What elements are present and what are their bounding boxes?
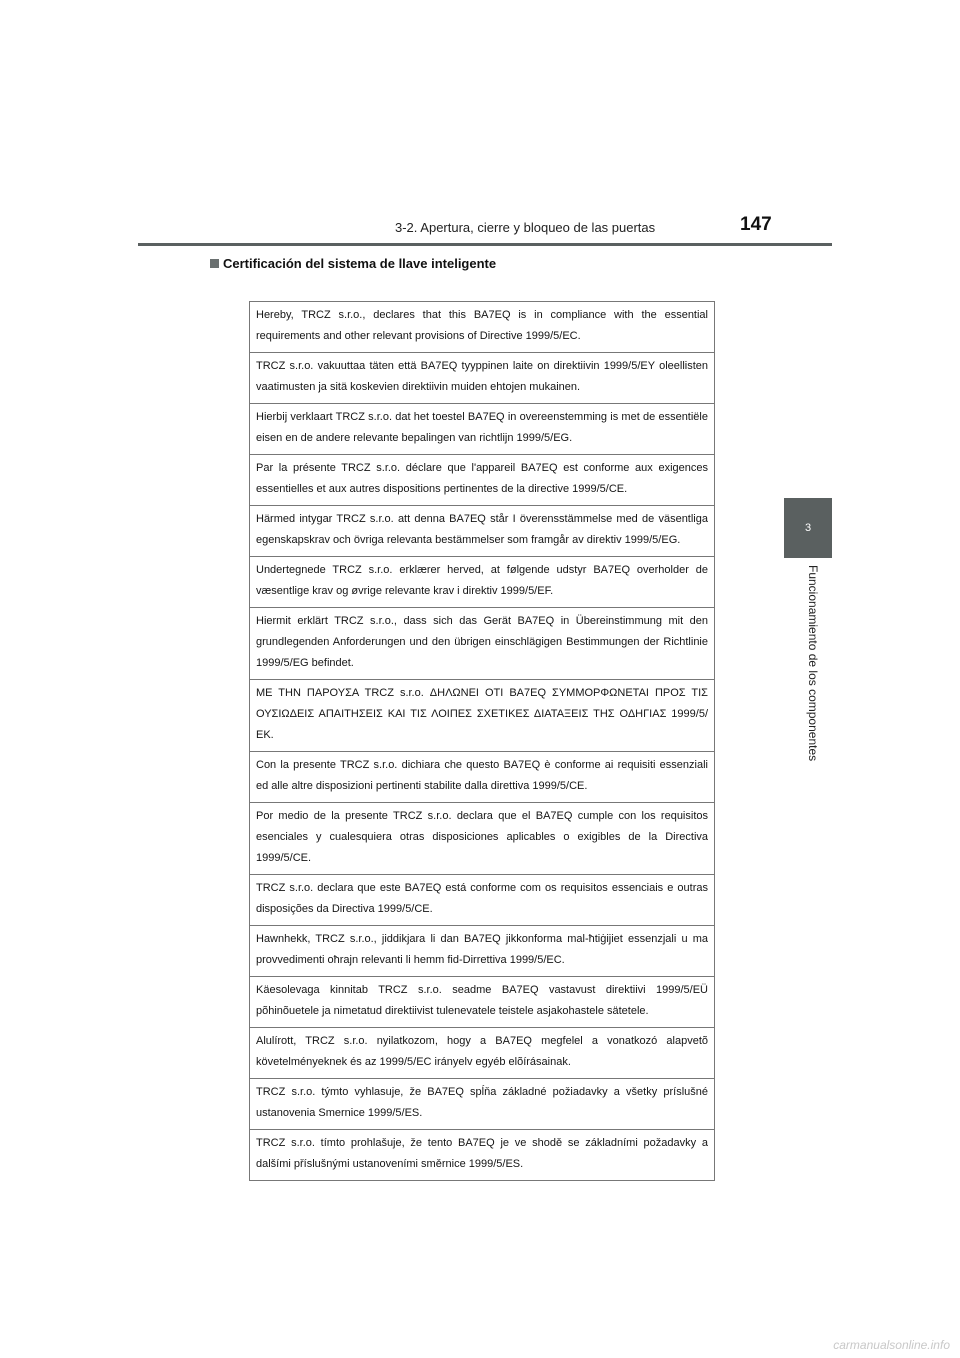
table-row bbox=[250, 803, 715, 875]
declaration-german: Hiermit erklärt TRCZ s.r.o., dass sich das Gerät BA7EQ in Übereinstimmung mit den grundlegenden Anforderungen und den übrigen einschlägigen Bestimmungen der Richtlinie 1999/5/EG befindet. bbox=[250, 608, 715, 680]
declaration-english: Hereby, TRCZ s.r.o., declares that this BA7EQ is in compliance with the essential requirements and other relevant provisions of Directive 1999/5/EC. bbox=[250, 302, 715, 353]
declaration-french: Par la présente TRCZ s.r.o. déclare que l'appareil BA7EQ est conforme aux exigences essentielles et aux autres dispositions pertinentes de la directive 1999/5/CE. bbox=[250, 455, 715, 506]
table-row bbox=[250, 926, 715, 977]
square-bullet-icon bbox=[210, 259, 219, 268]
declaration-dutch: Hierbij verklaart TRCZ s.r.o. dat het toestel BA7EQ in overeenstemming is met de essentiële eisen en de andere relevante bepalingen van richtlijn 1999/5/EG. bbox=[250, 404, 715, 455]
table-row bbox=[250, 752, 715, 803]
declaration-hungarian: Alulírott, TRCZ s.r.o. nyilatkozom, hogy a BA7EQ megfelel a vonatkozó alapvetõ követelményeknek és az 1999/5/EC irányelv egyéb elõírásainak. bbox=[250, 1028, 715, 1079]
declaration-greek: ΜΕ ΤΗΝ ΠΑΡΟΥΣΑ TRCZ s.r.o. ΔΗΛΩΝΕΙ ΟΤΙ BA7EQ ΣΥΜΜΟΡΦΩΝΕΤΑΙ ΠΡΟΣ ΤΙΣ ΟΥΣΙΩΔΕΙΣ ΑΠΑΙΤΗΣΕΙΣ ΚΑΙ ΤΙΣ ΛΟΙΠΕΣ ΣΧΕΤΙΚΕΣ ΔΙΑΤΑΞΕΙΣ ΤΗΣ ΟΔΗΓΙΑΣ 1999/5/ΕΚ. bbox=[250, 680, 715, 752]
table-row bbox=[250, 302, 715, 353]
page-number: 147 bbox=[740, 214, 772, 235]
declaration-swedish: Härmed intygar TRCZ s.r.o. att denna BA7EQ står I överensstämmelse med de väsentliga egenskapskrav och övriga relevanta bestämmelser som framgår av direktiv 1999/5/EG. bbox=[250, 506, 715, 557]
watermark: carmanualsonline.info bbox=[833, 1338, 950, 1352]
table-row bbox=[250, 506, 715, 557]
table-row bbox=[250, 1130, 715, 1181]
table-row bbox=[250, 875, 715, 926]
table-row bbox=[250, 353, 715, 404]
declaration-maltese: Hawnhekk, TRCZ s.r.o., jiddikjara li dan BA7EQ jikkonforma mal-ħtiġijiet essenzjali u ma provvedimenti oħrajn relevanti li hemm fid-Dirrettiva 1999/5/EC. bbox=[250, 926, 715, 977]
table-row bbox=[250, 1079, 715, 1130]
chapter-tab-label: Funcionamiento de los componentes bbox=[806, 565, 820, 762]
declaration-estonian: Käesolevaga kinnitab TRCZ s.r.o. seadme BA7EQ vastavust direktiivi 1999/5/EÜ põhinõuetele ja nimetatud direktiivist tulenevatele teistele asjakohastele sätetele. bbox=[250, 977, 715, 1028]
declaration-slovak: TRCZ s.r.o. týmto vyhlasuje, že BA7EQ spĺňa základné požiadavky a všetky príslušné ustanovenia Smernice 1999/5/ES. bbox=[250, 1079, 715, 1130]
table-row bbox=[250, 455, 715, 506]
table-row bbox=[250, 680, 715, 752]
declaration-czech: TRCZ s.r.o. tímto prohlašuje, že tento BA7EQ je ve shodě se základními požadavky a dalšími příslušnými ustanoveními směrnice 1999/5/ES. bbox=[250, 1130, 715, 1181]
table-row bbox=[250, 557, 715, 608]
declaration-italian: Con la presente TRCZ s.r.o. dichiara che questo BA7EQ è conforme ai requisiti essenziali ed alle altre disposizioni pertinenti stabilite dalla direttiva 1999/5/CE. bbox=[250, 752, 715, 803]
table-row bbox=[250, 404, 715, 455]
declaration-portuguese: TRCZ s.r.o. declara que este BA7EQ está conforme com os requisitos essenciais e outras disposições da Directiva 1999/5/CE. bbox=[250, 875, 715, 926]
header-divider bbox=[138, 243, 832, 246]
table-row bbox=[250, 977, 715, 1028]
section-heading bbox=[210, 256, 496, 271]
declaration-spanish: Por medio de la presente TRCZ s.r.o. declara que el BA7EQ cumple con los requisitos esenciales y cualesquiera otras disposiciones aplicables o exigibles de la Directiva 1999/5/CE. bbox=[250, 803, 715, 875]
declaration-finnish: TRCZ s.r.o. vakuuttaa täten että BA7EQ tyyppinen laite on direktiivin 1999/5/EY oleellisten vaatimusten ja sitä koskevien direktiivin muiden ehtojen mukainen. bbox=[250, 353, 715, 404]
chapter-tab bbox=[784, 498, 832, 558]
declaration-danish: Undertegnede TRCZ s.r.o. erklærer herved, at følgende udstyr BA7EQ overholder de væsentlige krav og øvrige relevante krav i direktiv 1999/5/EF. bbox=[250, 557, 715, 608]
table-row bbox=[250, 608, 715, 680]
certification-table bbox=[249, 301, 715, 1181]
table-row bbox=[250, 1028, 715, 1079]
section-heading-text: Certificación del sistema de llave inteligente bbox=[223, 256, 497, 271]
chapter-title: 3-2. Apertura, cierre y bloqueo de las puertas bbox=[395, 220, 656, 235]
chapter-tab-number: 3 bbox=[804, 522, 812, 534]
